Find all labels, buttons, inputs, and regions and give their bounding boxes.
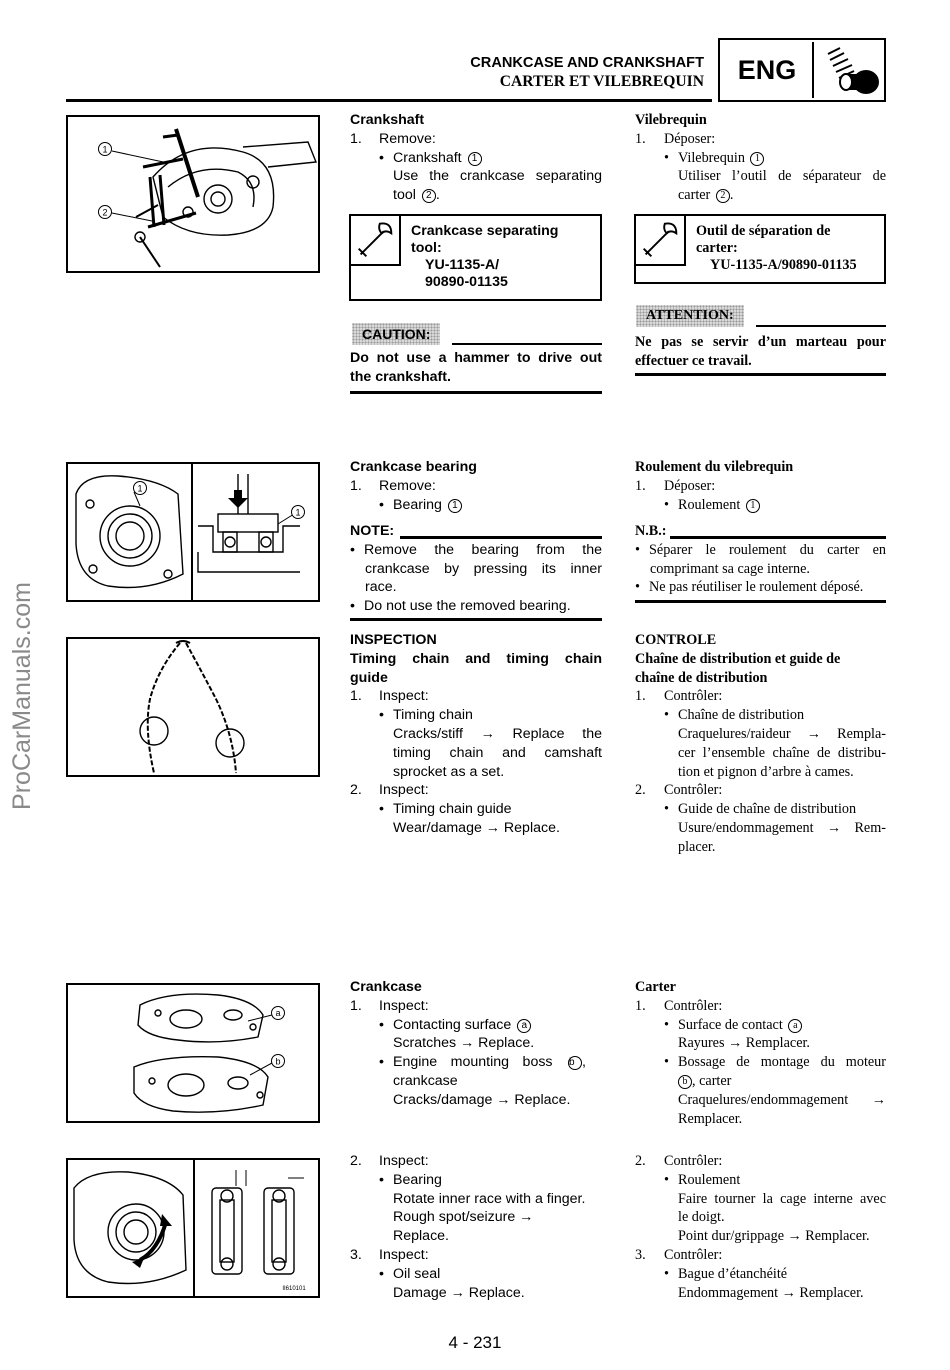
en-crankcase-item4-line1: Damage → Replace. [393, 1284, 525, 1301]
fr-inspection-step2: 2. Contrôler: [635, 782, 723, 799]
engine-tool-icon [818, 42, 882, 98]
en-note1-line1: • Remove the bearing from the [350, 541, 602, 558]
en-bearing-section [350, 458, 602, 514]
en-caution-rule-bottom [350, 391, 602, 394]
fr-crankshaft-heading: Vilebrequin [635, 112, 707, 128]
en-bearing-step1: 1. Remove: [350, 477, 436, 494]
fr-crankcase-item1-line1: Rayures → Remplacer. [678, 1035, 810, 1052]
fr-inspection-section [635, 631, 886, 857]
en-special-tool-text: Crankcase separating tool: YU-1135-A/ 90890-01135 [411, 223, 559, 290]
en-crankcase-heading: Crankcase [350, 979, 422, 995]
en-inspection-heading: INSPECTION [350, 632, 437, 648]
fr-crankcase-item3-line1: Faire tourner la cage interne avec [678, 1190, 886, 1207]
fr-inspection-item1-line1: Craquelures/raideur → Rempla- [678, 725, 886, 742]
fr-inspection-item2-line2: placer. [678, 838, 716, 855]
fr-bearing-item: • Roulement 1 [635, 496, 886, 515]
en-note-rule-top [400, 536, 602, 539]
fr-crankcase-item4-line1: Endommagement → Remplacer. [678, 1284, 864, 1301]
fr-crankcase-item3-line2: le doigt. [678, 1209, 725, 1226]
section-label: ENG [722, 42, 814, 98]
fr-crankcase-item2-line4: Remplacer. [678, 1110, 743, 1127]
section-badge [718, 38, 886, 102]
en-inspection-step1: 1. Inspect: [350, 688, 429, 705]
en-crankcase-step3: 3. Inspect: [350, 1246, 429, 1263]
fr-inspection-item2: • Guide de chaîne de distribution [664, 801, 857, 818]
en-crankshaft-step1: 1. Remove: [350, 130, 436, 147]
en-bearing-inspect-section [350, 1152, 602, 1302]
en-note-rule-bottom [350, 618, 602, 621]
fr-crankcase-heading: Carter [635, 979, 676, 995]
fr-inspection-sub-line2: chaîne de distribution [635, 669, 768, 686]
header-title-fr: CARTER ET VILEBREQUIN [499, 73, 704, 90]
en-inspection-sub-line2: guide [350, 669, 388, 686]
en-note2: • Do not use the removed bearing. [350, 598, 571, 615]
page-number: 4 - 231 [448, 1333, 502, 1352]
fr-inspection-item2-line1: Usure/endommagement → Rem- [678, 819, 886, 836]
fr-crankcase-item1: • Surface de contact a [635, 1016, 886, 1035]
fr-note1-line2: comprimant sa cage interne. [650, 560, 810, 577]
en-special-tool-box [349, 214, 602, 301]
en-crankshaft-item: • Crankshaft 1 [350, 149, 602, 168]
en-crankcase-item2-line3: Cracks/damage → Replace. [393, 1091, 571, 1108]
en-crankshaft-heading: Crankshaft [350, 112, 425, 128]
en-crankcase-section [350, 978, 602, 1110]
en-note1-line2: crankcase by pressing its inner [365, 560, 602, 577]
fr-special-tool-box [634, 214, 886, 284]
en-inspection-step2: 2. Inspect: [350, 782, 429, 799]
fr-bearing-note [635, 522, 886, 597]
en-inspection-item1-line3: sprocket as a set. [393, 763, 505, 780]
fr-inspection-item1-line2: cer l’ensemble chaîne de distribu- [678, 744, 886, 761]
fr-crankcase-item2: • Bossage de montage du moteur [664, 1054, 886, 1071]
fr-bearing-inspect-section [635, 1152, 886, 1302]
fr-crankcase-item4: • Bague d’étanchéité [664, 1265, 788, 1282]
en-crankcase-item3-line2: Rough spot/seizure → [393, 1209, 534, 1226]
fr-bearing-section [635, 458, 886, 514]
en-crankcase-item1-line1: Scratches → Replace. [393, 1035, 535, 1052]
fr-crankcase-item3-line3: Point dur/grippage → Remplacer. [678, 1228, 870, 1245]
en-inspection-section [350, 631, 602, 838]
fr-note-rule-top [670, 536, 886, 539]
fr-caution-label: ATTENTION: [636, 305, 744, 327]
en-crankcase-item2-line2: crankcase [393, 1072, 458, 1089]
figure-callout-a: a [275, 1008, 281, 1018]
en-crankshaft-note-line1: Use the crankcase separating [393, 168, 602, 185]
figure-callout-2: 2 [102, 207, 108, 218]
fr-crankshaft-step1: 1. Déposer: [635, 130, 716, 147]
fr-inspection-heading: CONTROLE [635, 632, 717, 648]
fr-crankcase-item2-line3: Craquelures/endommagement → [678, 1091, 886, 1108]
en-crankcase-item3-line3: Replace. [393, 1228, 449, 1245]
fr-caution-text: Ne pas se servir d’un marteau pour effectuer ce travail. [635, 334, 886, 369]
fr-crankshaft-section [635, 111, 886, 205]
fr-bearing-heading: Roulement du vilebrequin [635, 459, 794, 475]
en-inspection-item2-line1: Wear/damage → Replace. [393, 819, 560, 836]
figure-callout-b: b [275, 1056, 281, 1067]
figure-bearing-removal [66, 462, 320, 602]
fr-caution-rule-bottom [635, 373, 886, 376]
figure-callout-1: 1 [102, 144, 108, 155]
fr-note-label: N.B.: [635, 523, 667, 539]
fr-inspection-sub-line1: Chaîne de distribution et guide de [635, 650, 841, 667]
en-note-label: NOTE: [350, 523, 395, 539]
header-rule [66, 99, 712, 102]
fr-crankcase-step1: 1. Contrôler: [635, 997, 723, 1014]
fr-inspection-step1: 1. Contrôler: [635, 688, 723, 705]
en-inspection-item2: • Timing chain guide [379, 801, 512, 818]
fr-note1-line1: • Séparer le roulement du carter en [635, 541, 886, 558]
fr-crankshaft-note-line2: carter 2 . [678, 187, 734, 204]
fr-crankshaft-note-line1: Utiliser l’outil de séparateur de [678, 168, 886, 185]
fr-crankcase-step2: 2. Contrôler: [635, 1153, 723, 1169]
figure-crankcase [66, 983, 320, 1123]
special-tool-icon [351, 216, 401, 266]
en-caution-rule-top [452, 343, 602, 345]
watermark: ProCarManuals.com [8, 582, 36, 810]
fr-crankcase-section [635, 978, 886, 1128]
figure-timing-chain [66, 637, 320, 777]
en-crankcase-item3-line1: Rotate inner race with a finger. [393, 1190, 586, 1207]
fr-crankcase-item2-line2: b , carter [635, 1072, 886, 1091]
fr-caution-rule-top [756, 325, 886, 327]
en-crankshaft-section [350, 111, 602, 205]
en-note1-line3: race. [365, 579, 397, 596]
en-inspection-item1-line1: Cracks/stiff → Replace the [393, 725, 602, 742]
en-crankcase-step1: 1. Inspect: [350, 997, 429, 1014]
figure-bearing-check [66, 1158, 320, 1298]
en-caution-text: Do not use a hammer to drive out the crankshaft. [350, 350, 602, 385]
en-crankcase-step2: 2. Inspect: [350, 1153, 429, 1169]
special-tool-icon [636, 216, 686, 266]
fr-crankcase-step3: 3. Contrôler: [635, 1246, 723, 1263]
en-caution-label: CAUTION: [352, 323, 440, 345]
en-crankcase-item4: • Oil seal [379, 1265, 441, 1282]
fr-note2: • Ne pas réutiliser le roulement déposé. [635, 579, 864, 596]
fr-crankcase-item3: • Roulement [664, 1171, 741, 1188]
figure-crankshaft-removal [66, 115, 320, 273]
figure-callout-1: 1 [137, 483, 143, 494]
fr-inspection-item1-line3: tion et pignon d’arbre à cames. [678, 763, 854, 780]
en-crankcase-item3: • Bearing [379, 1171, 442, 1188]
en-bearing-item: • Bearing 1 [350, 496, 602, 515]
fr-bearing-step1: 1. Déposer: [635, 477, 716, 494]
header-title-en: CRANKCASE AND CRANKSHAFT [470, 55, 704, 71]
en-bearing-heading: Crankcase bearing [350, 459, 477, 475]
en-inspection-item1-line2: timing chain and camshaft [393, 744, 602, 761]
figure-callout-1b: 1 [295, 507, 301, 518]
fr-special-tool-text: Outil de séparation de carter: YU-1135-A/90890-01135 [696, 223, 857, 273]
en-inspection-item1: • Timing chain [379, 707, 473, 724]
en-crankshaft-note-line2: tool 2 . [393, 187, 440, 204]
fr-inspection-item1: • Chaîne de distribution [664, 707, 805, 724]
en-crankcase-item1: • Contacting surface a [350, 1016, 602, 1035]
fr-crankshaft-item: • Vilebrequin 1 [635, 149, 886, 168]
en-inspection-sub-line1: Timing chain and timing chain [350, 650, 602, 667]
en-crankcase-item2: • Engine mounting boss b , [379, 1054, 586, 1071]
fr-note-rule-bottom [635, 600, 886, 603]
figure-code: II610101 [282, 1286, 306, 1292]
